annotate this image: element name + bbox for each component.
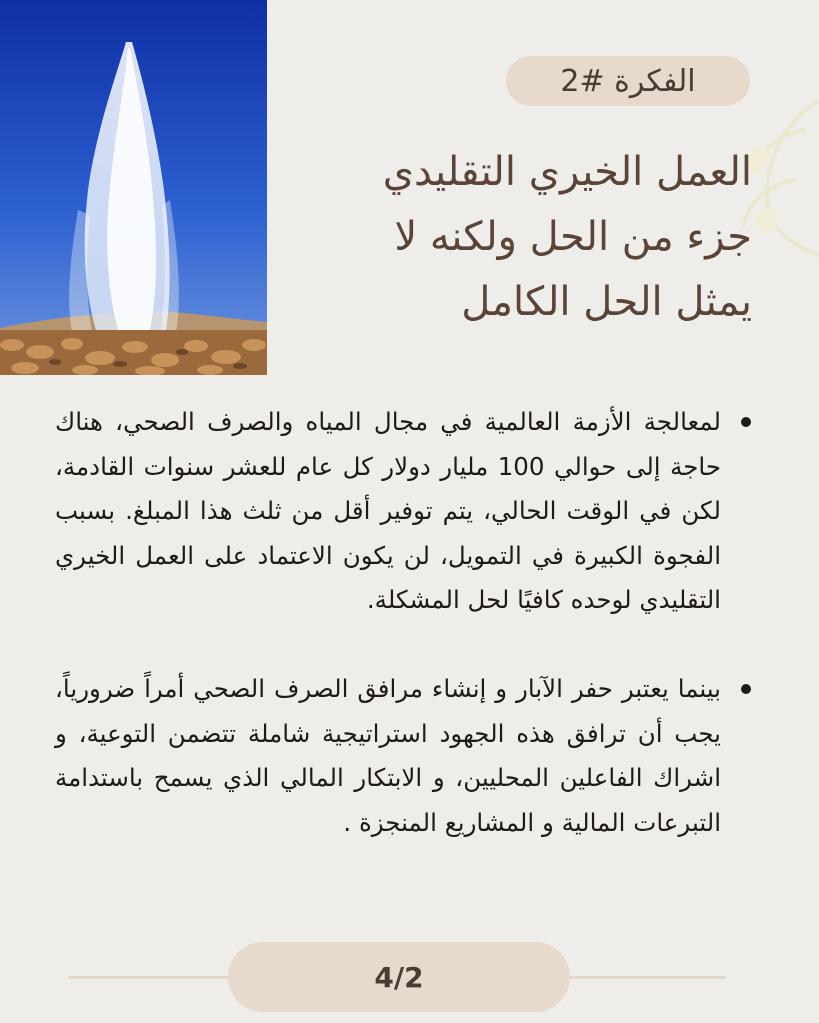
list-item <box>55 400 755 623</box>
bullet-text: بينما يعتبر حفر الآبار و إنشاء مرافق الصرف الصحي أمراً ضرورياً، يجب أن ترافق هذه الجهود استراتيجية شاملة تتضمن التوعية، و اشراك الفاعلين المحليين، و الابتكار المالي الذي يسمح باستدامة التبرعات المالية و المشاريع المنجزة . <box>55 673 721 837</box>
title-line: يمثل الحل الكامل <box>461 279 752 325</box>
title-line: العمل الخيري التقليدي <box>382 149 752 195</box>
list-item <box>55 667 755 845</box>
water-geyser-photo <box>0 0 267 375</box>
page-indicator <box>228 942 570 1012</box>
idea-badge-label: الفكرة #2 <box>560 63 696 99</box>
title-line: جزء من الحل ولكنه لا <box>394 214 752 260</box>
bullet-text: لمعالجة الأزمة العالمية في مجال المياه والصرف الصحي، هناك حاجة إلى حوالي 100 مليار دولار كل عام للعشر سنوات القادمة، لكن في الوقت الحالي، يتم توفير أقل من ثلث هذا المبلغ. بسبب الفجوة الكبيرة في التمويل، لن يكون الاعتماد على العمل الخيري التقليدي لوحده كافيًا لحل المشكلة. <box>55 407 721 615</box>
page-indicator-label: 4/2 <box>374 960 424 994</box>
page-title <box>290 140 752 335</box>
bullet-list <box>55 400 755 845</box>
bullet-dot-icon <box>741 417 751 427</box>
idea-badge <box>506 56 750 106</box>
bullet-dot-icon <box>741 684 751 694</box>
